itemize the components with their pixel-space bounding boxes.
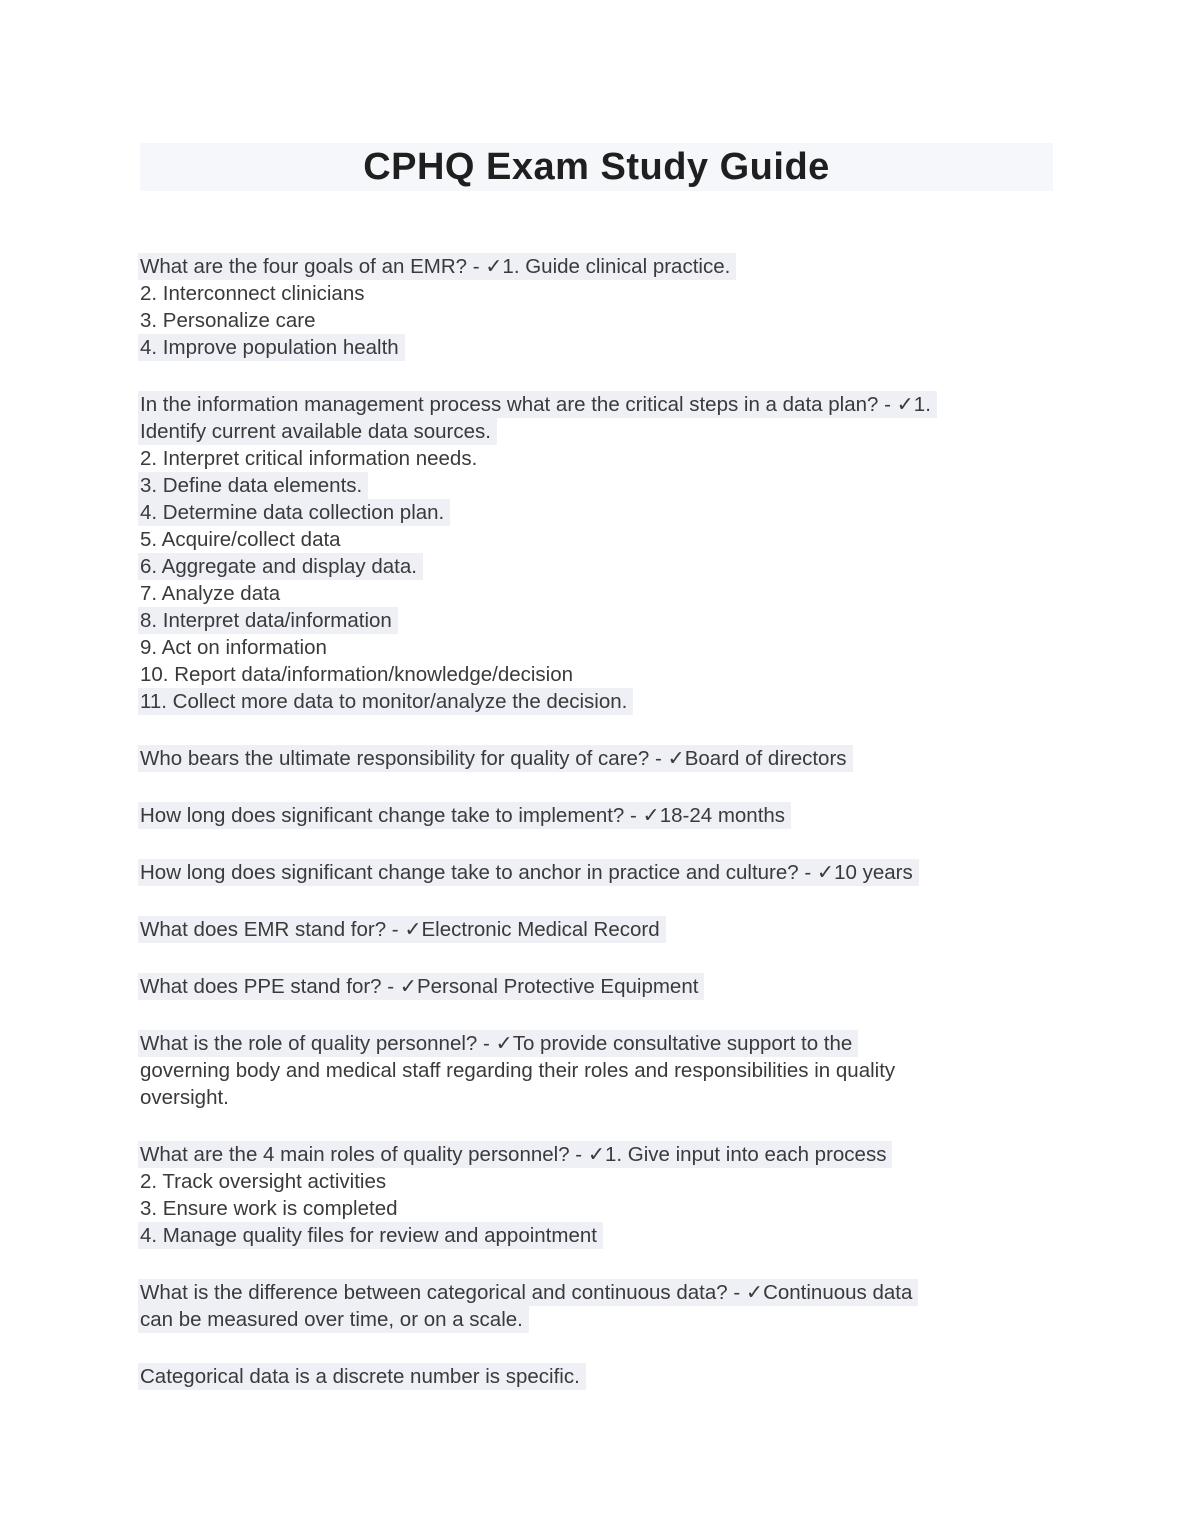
text-line: What is the difference between categorical and continuous data? - ✓Continuous data	[138, 1279, 918, 1306]
text-line: 2. Track oversight activities	[140, 1170, 387, 1193]
text-line: 6. Aggregate and display data.	[138, 553, 423, 580]
text-line: 10. Report data/information/knowledge/decision	[140, 663, 574, 686]
text-line: 2. Interpret critical information needs.	[140, 447, 478, 470]
qa-block	[140, 1030, 1053, 1111]
qa-block	[140, 1363, 1053, 1390]
qa-block	[140, 916, 1053, 943]
qa-block	[140, 253, 1053, 361]
text-line: 3. Personalize care	[140, 309, 316, 332]
text-line: What are the four goals of an EMR? - ✓1. Guide clinical practice.	[138, 253, 736, 280]
qa-block	[140, 973, 1053, 1000]
qa-block	[140, 1279, 1053, 1333]
document-content	[140, 253, 1053, 1390]
qa-block	[140, 745, 1053, 772]
text-line: In the information management process what are the critical steps in a data plan? - ✓1.	[138, 391, 937, 418]
text-line: 8. Interpret data/information	[138, 607, 398, 634]
qa-block	[140, 391, 1053, 715]
text-line: What is the role of quality personnel? - ✓To provide consultative support to the	[138, 1030, 858, 1057]
text-line: governing body and medical staff regarding their roles and responsibilities in quality	[140, 1059, 896, 1082]
text-line: 4. Manage quality files for review and appointment	[138, 1222, 603, 1249]
text-line: How long does significant change take to anchor in practice and culture? - ✓10 years	[138, 859, 919, 886]
qa-block	[140, 802, 1053, 829]
text-line: 3. Define data elements.	[138, 472, 368, 499]
text-line: 9. Act on information	[140, 636, 327, 659]
text-line: oversight.	[140, 1086, 229, 1109]
page-title: CPHQ Exam Study Guide	[363, 145, 830, 188]
qa-block	[140, 1141, 1053, 1249]
text-line: How long does significant change take to implement? - ✓18-24 months	[138, 802, 791, 829]
text-line: Identify current available data sources.	[138, 418, 497, 445]
text-line: What are the 4 main roles of quality personnel? - ✓1. Give input into each process	[138, 1141, 892, 1168]
text-line: What does EMR stand for? - ✓Electronic Medical Record	[138, 916, 666, 943]
text-line: 4. Determine data collection plan.	[138, 499, 450, 526]
title-highlight-bar	[140, 143, 1053, 191]
text-line: Categorical data is a discrete number is specific.	[138, 1363, 586, 1390]
text-line: 3. Ensure work is completed	[140, 1197, 398, 1220]
qa-block	[140, 859, 1053, 886]
text-line: 5. Acquire/collect data	[140, 528, 341, 551]
text-line: 2. Interconnect clinicians	[140, 282, 365, 305]
text-line: can be measured over time, or on a scale.	[138, 1306, 529, 1333]
text-line: 11. Collect more data to monitor/analyze the decision.	[138, 688, 633, 715]
text-line: 4. Improve population health	[138, 334, 405, 361]
text-line: What does PPE stand for? - ✓Personal Protective Equipment	[138, 973, 704, 1000]
text-line: 7. Analyze data	[140, 582, 281, 605]
text-line: Who bears the ultimate responsibility for quality of care? - ✓Board of directors	[138, 745, 853, 772]
